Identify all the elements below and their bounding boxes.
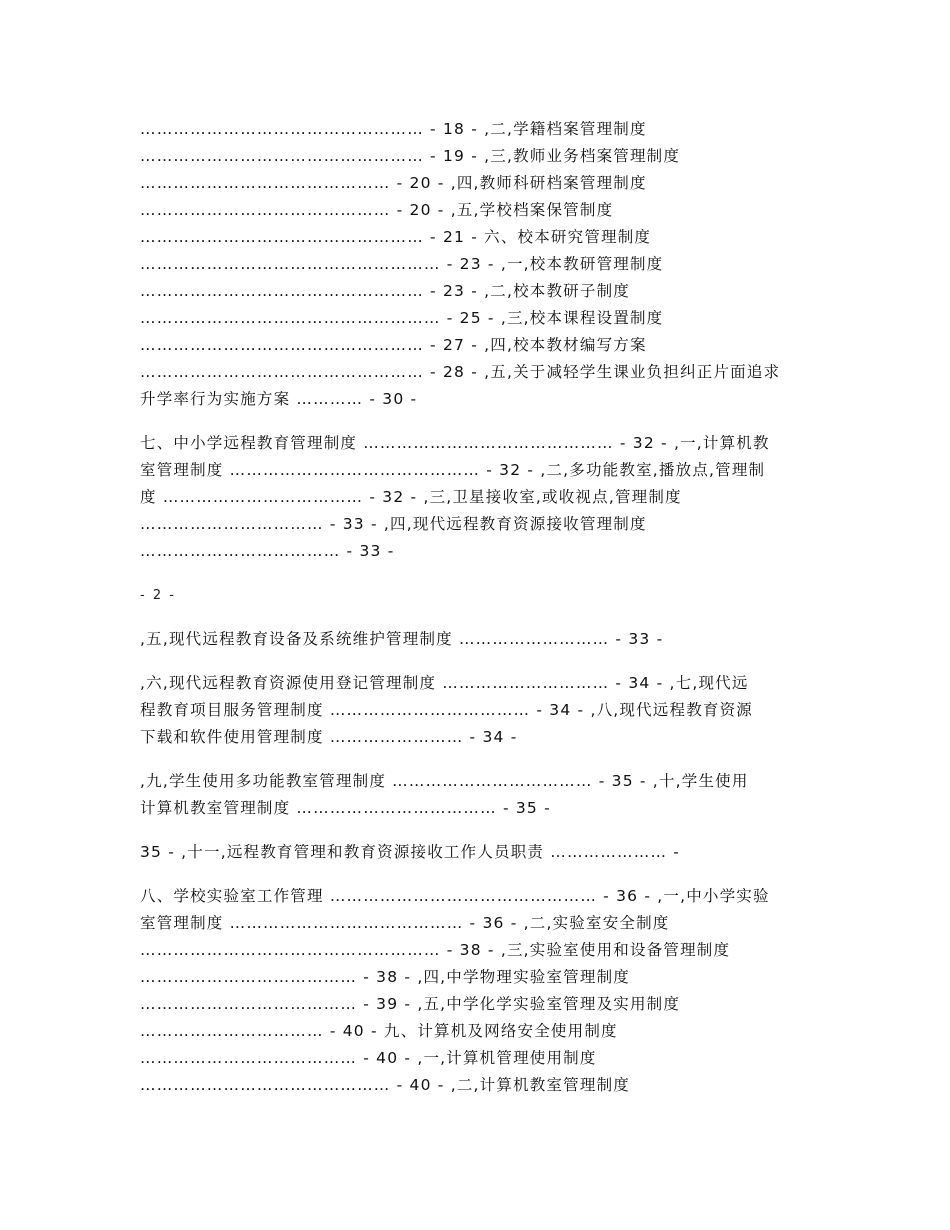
toc-line: ………………………………… - 39 - ,五,中学化学实验室管理及实用制度	[140, 995, 681, 1013]
toc-line: ……………………………………… - 20 - ,四,教师科研档案管理制度	[140, 174, 647, 192]
toc-line: 八、学校实验室工作管理 ………………………………………… - 36 - ,一,中小学实验	[140, 887, 770, 905]
toc-line: …………………………………………… - 18 - ,二,学籍档案管理制度	[140, 120, 647, 138]
toc-line: ,六,现代远程教育资源使用登记管理制度 ………………………… - 34 - ,七,现代远	[140, 674, 749, 692]
toc-line: 下载和软件使用管理制度 …………………… - 34 -	[140, 728, 518, 746]
toc-line: ,九,学生使用多功能教室管理制度 ……………………………… - 35 - ,十,学生使用	[140, 772, 749, 790]
toc-line: ………………………………… - 38 - ,四,中学物理实验室管理制度	[140, 968, 630, 986]
toc-line: ……………………………………………… - 38 - ,三,实验室使用和设备管理制度	[140, 941, 731, 959]
page-number: - 2 -	[140, 588, 176, 603]
toc-block-remote-education	[140, 430, 820, 565]
toc-line: 度 ……………………………… - 32 - ,三,卫星接收室,或收视点,管理制度	[140, 488, 682, 506]
toc-block-laboratory	[140, 883, 820, 1099]
toc-line: ……………………………… - 33 -	[140, 542, 395, 560]
toc-line: …………………………… - 33 - ,四,现代远程教育资源接收管理制度	[140, 515, 647, 533]
toc-block-archives-research	[140, 116, 820, 413]
toc-line: 室管理制度 ……………………………………… - 32 - ,二,多功能教室,播放点,管理制	[140, 461, 766, 479]
toc-line: …………………………………………… - 21 - 六、校本研究管理制度	[140, 228, 652, 246]
toc-line: ……………………………………… - 40 - ,二,计算机教室管理制度	[140, 1076, 630, 1094]
toc-line: 室管理制度 …………………………………… - 36 - ,二,实验室安全制度	[140, 914, 670, 932]
toc-block-staff-duties	[140, 839, 820, 866]
toc-block-equipment-maintenance	[140, 626, 820, 653]
toc-line: …………………………………………… - 27 - ,四,校本教材编写方案	[140, 336, 647, 354]
toc-line: …………………………………………… - 19 - ,三,教师业务档案管理制度	[140, 147, 681, 165]
toc-line: ………………………………… - 40 - ,一,计算机管理使用制度	[140, 1049, 597, 1067]
toc-line: 计算机教室管理制度 ……………………………… - 35 -	[140, 799, 551, 817]
toc-line: ,五,现代远程教育设备及系统维护管理制度 ……………………… - 33 -	[140, 630, 664, 648]
toc-line: …………………………… - 40 - 九、计算机及网络安全使用制度	[140, 1022, 618, 1040]
toc-line: ……………………………………… - 20 - ,五,学校档案保管制度	[140, 201, 614, 219]
table-of-contents	[140, 116, 820, 1099]
toc-line: 程教育项目服务管理制度 ……………………………… - 34 - ,八,现代远程教育资源	[140, 701, 753, 719]
toc-line: 升学率行为实施方案 ………… - 30 -	[140, 390, 418, 408]
toc-block-student-classrooms	[140, 768, 820, 822]
toc-line: ……………………………………………… - 23 - ,一,校本教研管理制度	[140, 255, 664, 273]
toc-line: …………………………………………… - 28 - ,五,关于减轻学生课业负担纠正片面追求	[140, 363, 781, 381]
toc-line: …………………………………………… - 23 - ,二,校本教研子制度	[140, 282, 630, 300]
toc-block-resource-usage	[140, 670, 820, 751]
toc-line: 七、中小学远程教育管理制度 ……………………………………… - 32 - ,一,计算机教	[140, 434, 770, 452]
toc-line: ……………………………………………… - 25 - ,三,校本课程设置制度	[140, 309, 664, 327]
toc-line: 35 - ,十一,远程教育管理和教育资源接收工作人员职责 ………………… -	[140, 843, 681, 861]
